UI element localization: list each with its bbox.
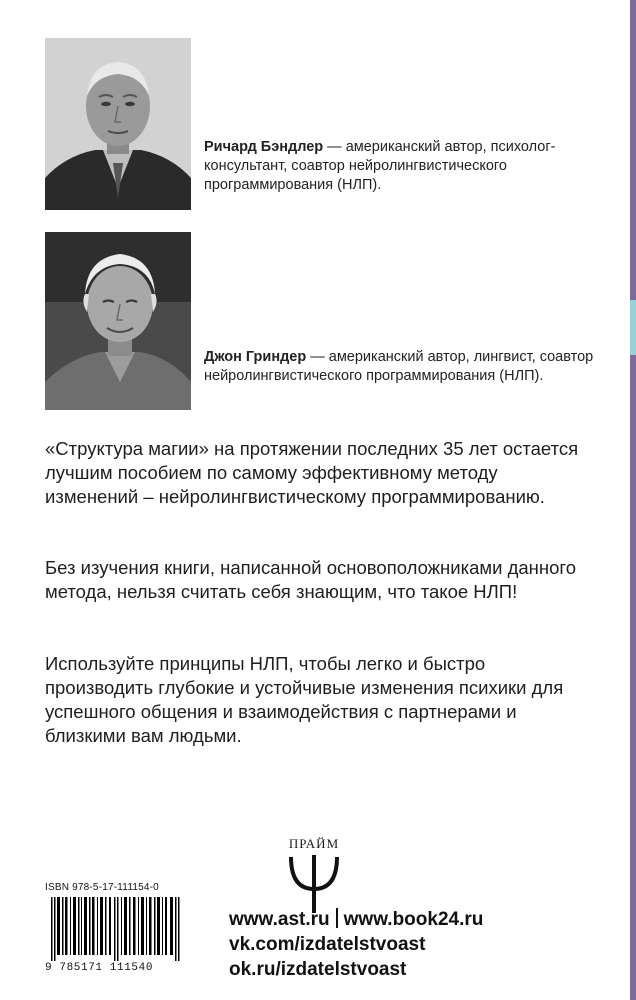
spine-accent — [630, 300, 636, 355]
spine-strip — [630, 0, 636, 1000]
link-separator — [336, 908, 338, 928]
barcode-number: 9 785171 111540 — [45, 962, 154, 974]
author-name: Джон Гриндер — [204, 349, 307, 365]
link-vk[interactable]: vk.com/izdatelstvoast — [229, 934, 426, 955]
author-name: Ричард Бэндлер — [204, 139, 324, 155]
psi-icon — [287, 853, 341, 915]
author-photo-grinder — [45, 232, 191, 410]
link-ast[interactable]: www.ast.ru — [229, 909, 330, 930]
link-book24[interactable]: www.book24.ru — [343, 909, 484, 930]
description-paragraph: «Структура магии» на протяжении последних 35 лет остается лучшим пособием по самому эффективному методу изменений – нейролингвистическому программированию. — [45, 438, 579, 507]
publisher-logo — [254, 836, 374, 915]
author-description: — американский автор, психолог-консультант, соавтор нейролингвистического программирования (НЛП). — [204, 139, 556, 193]
isbn-label: ISBN 978-5-17-111154-0 — [45, 882, 159, 893]
publisher-logo-text: ПРАЙМ — [288, 836, 340, 851]
barcode-bars — [45, 897, 190, 961]
author-photo-bandler — [45, 38, 191, 210]
description-paragraph: Используйте принципы НЛП, чтобы легко и быстро производить глубокие и устойчивые изменения психики для успешного общения и взаимодействия с партнерами и близкими вам людьми. — [45, 653, 564, 746]
author-bio-bandler — [204, 138, 614, 195]
barcode — [45, 897, 190, 975]
author-description: — американский автор, лингвист, соавтор нейролингвистического программирования (НЛП). — [204, 349, 594, 384]
author-bio-grinder — [204, 348, 614, 386]
links-row-1 — [229, 907, 483, 932]
link-ok[interactable]: ok.ru/izdatelstvoast — [229, 959, 407, 980]
publisher-links — [229, 907, 483, 982]
description-paragraph: Без изучения книги, написанной основоположниками данного метода, нельзя считать себя знающим, что такое НЛП! — [45, 557, 577, 602]
